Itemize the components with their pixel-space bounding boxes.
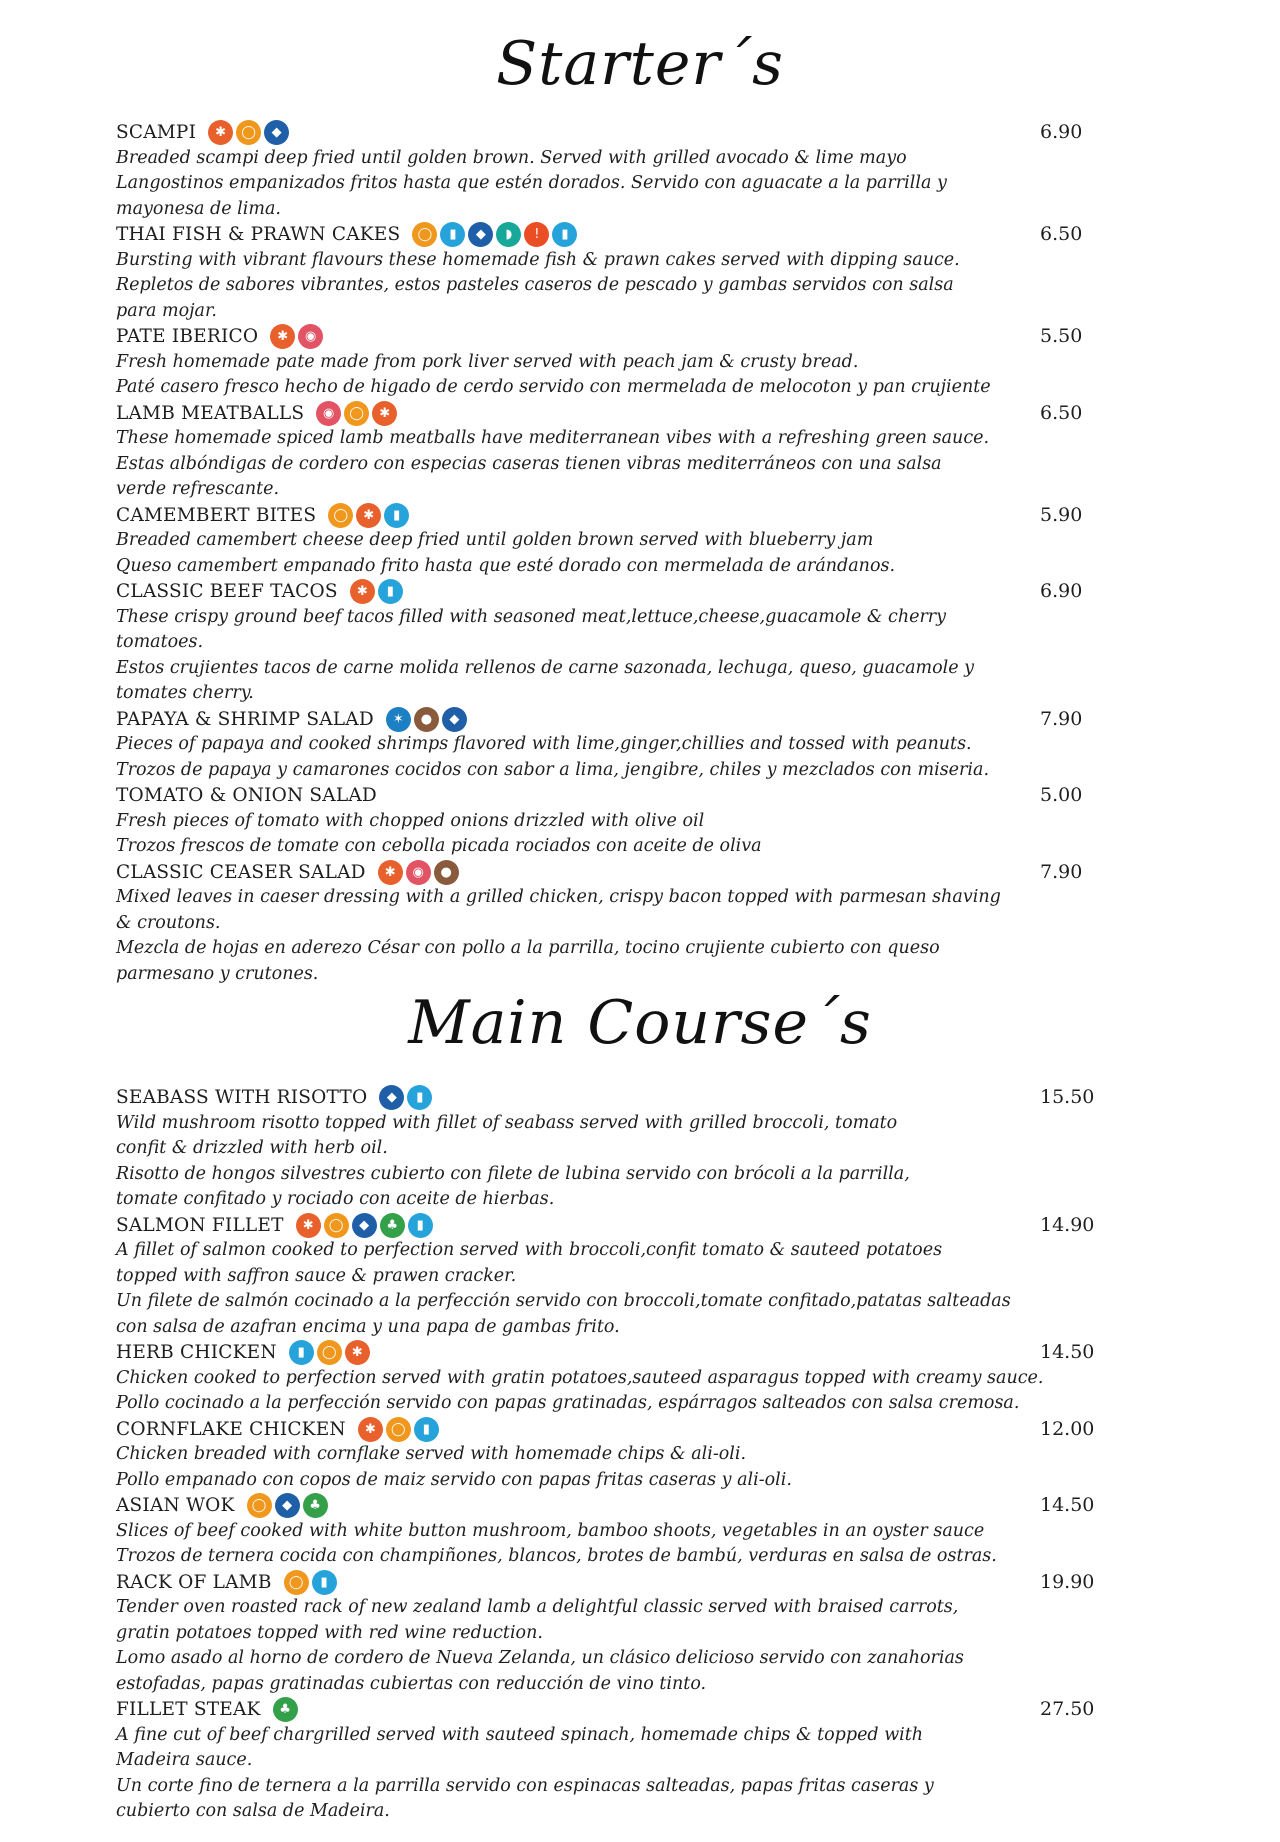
menu-item-header bbox=[116, 1697, 1180, 1723]
menu-item bbox=[116, 860, 1180, 988]
wheat-icon: ✱ bbox=[270, 324, 295, 349]
milk-icon: ▮ bbox=[440, 222, 465, 247]
menu-item-header bbox=[116, 1570, 1180, 1596]
menu-item bbox=[116, 1213, 1180, 1341]
fish-icon: ◆ bbox=[442, 707, 467, 732]
dish-name: CLASSIC CEASER SALAD bbox=[116, 861, 366, 883]
dish-price: 5.50 bbox=[1040, 325, 1083, 347]
egg-icon: ◯ bbox=[324, 1213, 349, 1238]
menu-item bbox=[116, 401, 1180, 503]
allergen-icons bbox=[208, 120, 289, 145]
fish-icon: ◆ bbox=[352, 1213, 377, 1238]
milk-icon: ▮ bbox=[378, 579, 403, 604]
milk-icon: ▮ bbox=[552, 222, 577, 247]
menu-item bbox=[116, 1570, 1180, 1698]
fish-icon: ◆ bbox=[264, 120, 289, 145]
menu-item-header bbox=[116, 1340, 1180, 1366]
dish-name: PATE IBERICO bbox=[116, 326, 259, 347]
dish-name: PAPAYA & SHRIMP SALAD bbox=[116, 708, 374, 730]
fish-icon: ◆ bbox=[379, 1085, 404, 1110]
peanut-icon: ! bbox=[524, 222, 549, 247]
menu-page bbox=[0, 29, 1280, 1842]
dish-description: Tender oven roasted rack of new zealand lamb a delightful classic served with braised carrots, gratin potatoes topped with red wine reduction. Lomo asado al horno de cordero de Nueva Zelanda, un clásico delicioso servido con zanahorias estofadas, papas gratinadas cubiertas con reducción de vino tinto. bbox=[116, 1597, 964, 1694]
wheat-icon: ✱ bbox=[372, 401, 397, 426]
allergen-icons bbox=[386, 707, 467, 732]
dish-price: 14.90 bbox=[1040, 1213, 1095, 1236]
dish-price: 6.90 bbox=[1040, 121, 1083, 143]
dish-description: A fine cut of beef chargrilled served with sauteed spinach, homemade chips & topped with Madeira sauce. Un corte fino de ternera a la parrilla servido con espinacas salteadas, papas fritas caseras y cubierto con salsa de Madeira. bbox=[116, 1724, 934, 1821]
menu-item-header bbox=[116, 860, 1180, 886]
dish-price: 14.50 bbox=[1040, 1341, 1095, 1363]
egg-icon: ◯ bbox=[386, 1417, 411, 1442]
egg-icon: ◯ bbox=[236, 120, 261, 145]
wheat-icon: ✱ bbox=[208, 120, 233, 145]
celery-icon: ♣ bbox=[273, 1697, 298, 1722]
wheat-icon: ✱ bbox=[358, 1417, 383, 1442]
milk-icon: ▮ bbox=[384, 503, 409, 528]
milk-icon: ▮ bbox=[312, 1570, 337, 1595]
allergen-icons bbox=[412, 222, 577, 247]
dish-description: Fresh homemade pate made from pork liver served with peach jam & crusty bread. Paté casero fresco hecho de higado de cerdo servido con mermelada de melocoton y pan crujiente bbox=[116, 351, 991, 397]
menu-item bbox=[116, 783, 1180, 860]
starters-heading: Starter´s bbox=[496, 29, 784, 99]
dish-price: 7.90 bbox=[1040, 860, 1083, 883]
menu-item bbox=[116, 707, 1180, 784]
nuts-icon: ● bbox=[414, 707, 439, 732]
menu-item-header bbox=[116, 324, 1180, 350]
menu-item-header bbox=[116, 1493, 1180, 1519]
dish-description: Slices of beef cooked with white button mushroom, bamboo shoots, vegetables in an oyster sauce Trozos de ternera cocida con champiñones, blancos, brotes de bambú, verduras en salsa de ostras. bbox=[116, 1520, 997, 1566]
menu-item-header bbox=[116, 120, 1180, 146]
mustard-icon: ◉ bbox=[316, 401, 341, 426]
dish-name: THAI FISH & PRAWN CAKES bbox=[116, 224, 401, 245]
dish-name: ASIAN WOK bbox=[116, 1495, 235, 1516]
fish-icon: ◆ bbox=[275, 1493, 300, 1518]
wheat-icon: ✱ bbox=[378, 860, 403, 885]
allergen-icons bbox=[273, 1697, 298, 1722]
celery-icon: ♣ bbox=[303, 1493, 328, 1518]
dish-description: Breaded scampi deep fried until golden brown. Served with grilled avocado & lime mayo Langostinos empanizados fritos hasta que estén dorados. Servido con aguacate a la parrilla y mayonesa de lima. bbox=[116, 147, 947, 219]
dish-price: 19.90 bbox=[1040, 1570, 1095, 1593]
celery-icon: ♣ bbox=[380, 1213, 405, 1238]
allergen-icons bbox=[284, 1570, 337, 1595]
dish-description: Wild mushroom risotto topped with fillet of seabass served with grilled broccoli, tomato confit & drizzled with herb oil. Risotto de hongos silvestres cubierto con filete de lubina servido con brócoli a la parrilla, tomate confitado y rociado con aceite de hierbas. bbox=[116, 1112, 910, 1209]
dish-name: HERB CHICKEN bbox=[116, 1342, 277, 1363]
dish-description: Pieces of papaya and cooked shrimps flavored with lime,ginger,chillies and tossed with peanuts. Trozos de papaya y camarones cocidos con sabor a lima, jengibre, chiles y mezclados con miseria. bbox=[116, 734, 990, 780]
allergen-icons bbox=[350, 579, 403, 604]
allergen-icons bbox=[379, 1085, 432, 1110]
menu-item-header bbox=[116, 579, 1180, 605]
dish-price: 12.00 bbox=[1040, 1417, 1095, 1440]
wheat-icon: ✱ bbox=[296, 1213, 321, 1238]
dish-description: Breaded camembert cheese deep fried until golden brown served with blueberry jam Queso camembert empanado frito hasta que esté dorado con mermelada de arándanos. bbox=[116, 530, 896, 576]
dish-price: 14.50 bbox=[1040, 1494, 1095, 1516]
menu-item-header bbox=[116, 783, 1180, 809]
milk-icon: ▮ bbox=[414, 1417, 439, 1442]
dish-name: FILLET STEAK bbox=[116, 1699, 261, 1720]
menu-item-header bbox=[116, 503, 1180, 529]
menu-item bbox=[116, 1340, 1180, 1417]
dish-description: These homemade spiced lamb meatballs have mediterranean vibes with a refreshing green sauce. Estas albóndigas de cordero con especias caseras tienen vibras mediterráneos con una salsa verde refrescante. bbox=[116, 428, 990, 499]
menu-item bbox=[116, 1417, 1180, 1494]
main-course-heading: Main Course´s bbox=[408, 988, 872, 1058]
dish-price: 5.90 bbox=[1040, 503, 1083, 526]
dish-description: These crispy ground beef tacos filled with seasoned meat,lettuce,cheese,guacamole & cherry tomatoes. Estos crujientes tacos de carne molida rellenos de carne sazonada, lechuga, queso, guacamole y tomates cherry. bbox=[116, 606, 975, 703]
crustacean-icon: ✶ bbox=[386, 707, 411, 732]
dish-name: CORNFLAKE CHICKEN bbox=[116, 1418, 346, 1440]
allergen-icons bbox=[358, 1417, 439, 1442]
dish-price: 15.50 bbox=[1040, 1086, 1095, 1108]
dish-description: Mixed leaves in caeser dressing with a grilled chicken, crispy bacon topped with parmesan shaving & croutons. Mezcla de hojas en aderezo César con pollo a la parrilla, tocino crujiente cubierto con queso parmesano y crutones. bbox=[116, 887, 1001, 984]
dish-name: SEABASS WITH RISOTTO bbox=[116, 1087, 368, 1108]
menu-item bbox=[116, 1085, 1180, 1213]
dish-price: 6.50 bbox=[1040, 223, 1083, 245]
dish-price: 6.90 bbox=[1040, 580, 1083, 602]
dish-price: 7.90 bbox=[1040, 707, 1083, 730]
egg-icon: ◯ bbox=[344, 401, 369, 426]
menu-item bbox=[116, 1697, 1180, 1825]
egg-icon: ◯ bbox=[328, 503, 353, 528]
allergen-icons bbox=[316, 401, 397, 426]
menu-item bbox=[116, 324, 1180, 401]
menu-item-header bbox=[116, 1085, 1180, 1111]
menu-item-header bbox=[116, 401, 1180, 427]
egg-icon: ◯ bbox=[412, 222, 437, 247]
allergen-icons bbox=[247, 1493, 328, 1518]
fish-icon: ◆ bbox=[468, 222, 493, 247]
menu-item bbox=[116, 120, 1180, 222]
menu-item-header bbox=[116, 1213, 1180, 1239]
dish-name: TOMATO & ONION SALAD bbox=[116, 785, 377, 806]
dish-description: Fresh pieces of tomato with chopped onions drizzled with olive oil Trozos frescos de tomate con cebolla picada rociados con aceite de oliva bbox=[116, 810, 762, 856]
menu-item-header bbox=[116, 707, 1180, 733]
allergen-icons bbox=[270, 324, 323, 349]
dish-description: Bursting with vibrant flavours these homemade fish & prawn cakes served with dipping sauce. Repletos de sabores vibrantes, estos pasteles caseros de pescado y gambas servidos con salsa para mojar. bbox=[116, 249, 960, 321]
wheat-icon: ✱ bbox=[356, 503, 381, 528]
dish-description: Chicken cooked to perfection served with gratin potatoes,sauteed asparagus topped with creamy sauce. Pollo cocinado a la perfección servido con papas gratinadas, espárragos salteados con salsa cremosa. bbox=[116, 1367, 1044, 1413]
mustard-icon: ◉ bbox=[298, 324, 323, 349]
dish-name: SALMON FILLET bbox=[116, 1214, 284, 1236]
nuts-icon: ● bbox=[434, 860, 459, 885]
dish-name: CAMEMBERT BITES bbox=[116, 504, 317, 526]
allergen-icons bbox=[328, 503, 409, 528]
milk-icon: ▮ bbox=[408, 1213, 433, 1238]
egg-icon: ◯ bbox=[317, 1340, 342, 1365]
wheat-icon: ✱ bbox=[345, 1340, 370, 1365]
dish-name: RACK OF LAMB bbox=[116, 1571, 272, 1593]
menu-item bbox=[116, 1493, 1180, 1570]
allergen-icons bbox=[289, 1340, 370, 1365]
egg-icon: ◯ bbox=[284, 1570, 309, 1595]
allergen-icons bbox=[378, 860, 459, 885]
wheat-icon: ✱ bbox=[350, 579, 375, 604]
dish-name: LAMB MEATBALLS bbox=[116, 402, 305, 424]
menu-item bbox=[116, 503, 1180, 580]
dish-price: 6.50 bbox=[1040, 401, 1083, 424]
milk-icon: ▮ bbox=[289, 1340, 314, 1365]
dish-price: 27.50 bbox=[1040, 1698, 1095, 1720]
menu-item bbox=[116, 579, 1180, 707]
starters-section bbox=[0, 120, 1180, 987]
milk-icon: ▮ bbox=[407, 1085, 432, 1110]
allergen-icons bbox=[296, 1213, 433, 1238]
dish-description: A fillet of salmon cooked to perfection served with broccoli,confit tomato & sauteed potatoes topped with saffron sauce & prawen cracker. Un filete de salmón cocinado a la perfección servido con broccoli,tomate confitado,patatas salteadas con salsa de azafran encima y una papa de gambas frito. bbox=[116, 1240, 1011, 1337]
dish-name: SCAMPI bbox=[116, 122, 197, 143]
mustard-icon: ◉ bbox=[406, 860, 431, 885]
shell-icon: ◗ bbox=[496, 222, 521, 247]
dish-price: 5.00 bbox=[1040, 784, 1083, 806]
menu-item-header bbox=[116, 1417, 1180, 1443]
egg-icon: ◯ bbox=[247, 1493, 272, 1518]
dish-name: CLASSIC BEEF TACOS bbox=[116, 581, 338, 602]
menu-item-header bbox=[116, 222, 1180, 248]
dish-description: Chicken breaded with cornflake served with homemade chips & ali-oli. Pollo empanado con copos de maiz servido con papas fritas caseras y ali-oli. bbox=[116, 1444, 792, 1490]
main-course-section bbox=[0, 1085, 1180, 1825]
menu-item bbox=[116, 222, 1180, 324]
